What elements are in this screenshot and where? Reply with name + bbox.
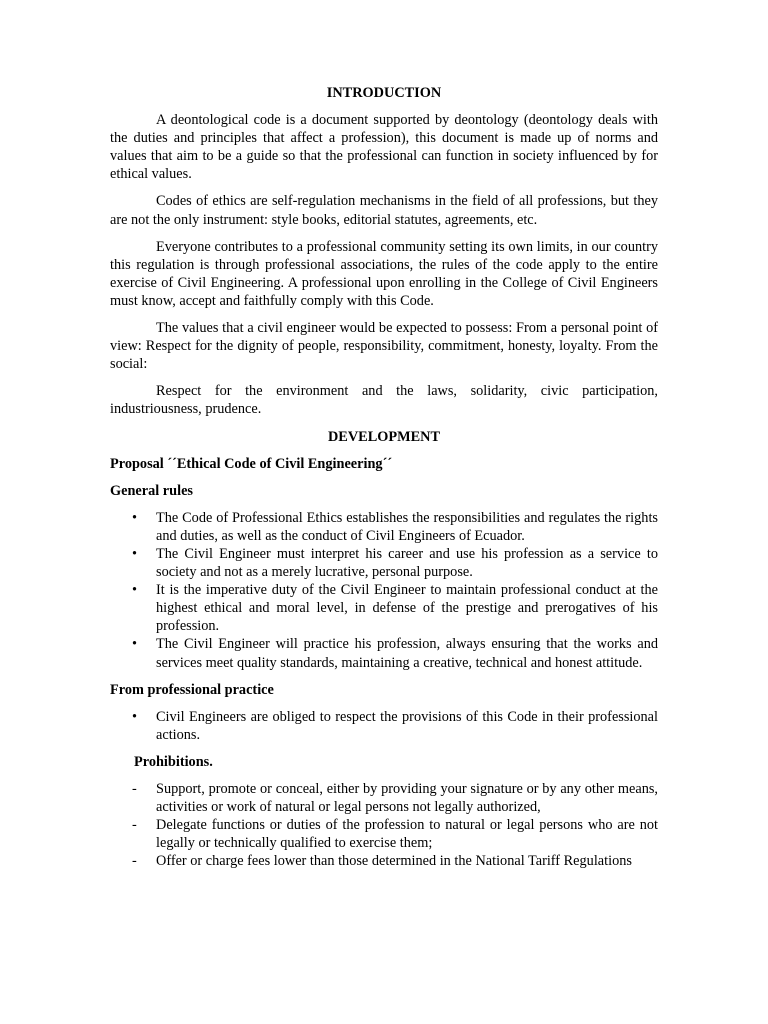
general-rules-list — [110, 509, 658, 672]
list-item — [110, 708, 658, 744]
list-item-text: Civil Engineers are obliged to respect the provisions of this Code in their professional actions. — [156, 708, 658, 743]
bullet-icon: • — [132, 708, 138, 725]
list-item-text: Support, promote or conceal, either by providing your signature or by any other means, activities or work of natural or legal persons not legally authorized, — [156, 781, 658, 816]
list-item — [110, 816, 658, 852]
general-rules-title: General rules — [110, 482, 193, 499]
dash-icon: - — [132, 853, 137, 870]
development-heading: DEVELOPMENT — [327, 428, 440, 445]
list-item-text: Delegate functions or duties of the profession to natural or legal persons who are not legally or technically qualified to exercise them; — [156, 817, 658, 852]
intro-paragraph-5: Respect for the environment and the laws, solidarity, civic participation, industriousness, prudence. — [110, 383, 658, 418]
proposal-title: Proposal ´´Ethical Code of Civil Engineering´´ — [110, 455, 393, 472]
list-item-text: The Civil Engineer must interpret his career and use his profession as a service to society and not as a merely lucrative, personal purpose. — [156, 545, 658, 581]
dash-icon: - — [132, 817, 137, 834]
list-item-text: Offer or charge fees lower than those determined in the National Tariff Regulations — [156, 853, 632, 870]
introduction-heading: INTRODUCTION — [326, 85, 442, 101]
prohibitions-title: Prohibitions. — [134, 753, 213, 770]
list-item-text: The Civil Engineer will practice his profession, always ensuring that the works and services meet quality standards, maintaining a creative, technical and honest attitude. — [156, 636, 658, 671]
dash-icon: - — [132, 781, 137, 797]
bullet-icon: • — [132, 545, 138, 562]
list-item — [110, 852, 658, 870]
professional-practice-title: From professional practice — [110, 681, 274, 698]
list-item-text: It is the imperative duty of the Civil Engineer to maintain professional conduct at the highest ethical and moral level, in defense of the prestige and prerogatives of his profession. — [156, 582, 658, 635]
list-item — [110, 780, 658, 816]
bullet-icon: • — [132, 636, 138, 653]
list-item — [110, 509, 658, 545]
list-item — [110, 635, 658, 671]
intro-paragraph-1: A deontological code is a document supported by deontology (deontology deals with the duties and principles that affect a profession), this document is made up of norms and values that aim to be a guide so that the professional can function in society influenced by for ethical values. — [110, 112, 658, 183]
list-item — [110, 545, 658, 581]
intro-paragraph-4: The values that a civil engineer would be expected to possess: From a personal point of view: Respect for the dignity of people, responsibility, commitment, honesty, loyalty. From the social: — [110, 320, 658, 373]
list-item — [110, 581, 658, 635]
document-page — [110, 84, 658, 870]
bullet-icon: • — [132, 582, 138, 599]
list-item-text: The Code of Professional Ethics establishes the responsibilities and regulates the rights and duties, as well as the conduct of Civil Engineers of Ecuador. — [156, 509, 658, 544]
intro-paragraph-2: Codes of ethics are self-regulation mechanisms in the field of all professions, but they are not the only instrument: style books, editorial statutes, agreements, etc. — [110, 193, 658, 228]
bullet-icon: • — [132, 509, 138, 526]
prohibitions-list — [110, 780, 658, 870]
intro-paragraph-3: Everyone contributes to a professional community setting its own limits, in our country this regulation is through professional associations, the rules of the code apply to the entire exercise of Civil Engineering. A professional upon enrolling in the College of Civil Engineers must know, accept and faithfully comply with this Code. — [110, 238, 658, 309]
professional-practice-list — [110, 708, 658, 744]
